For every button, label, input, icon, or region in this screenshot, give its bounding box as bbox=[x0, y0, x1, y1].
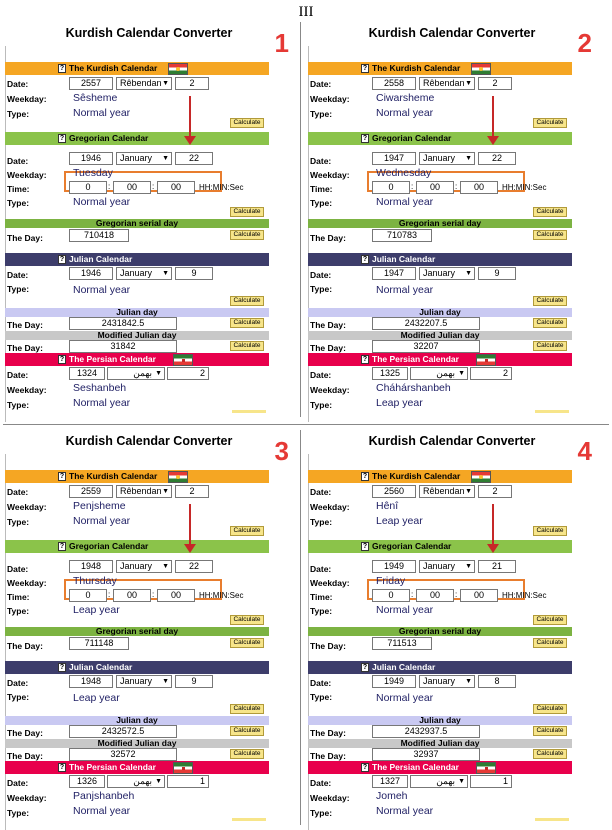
calculate-mjd-button[interactable]: Calculate bbox=[230, 749, 264, 759]
iran-flag-icon bbox=[173, 762, 193, 774]
help-icon[interactable]: ? bbox=[59, 473, 65, 480]
calculate-julian-button[interactable]: Calculate bbox=[230, 296, 264, 306]
serial-day-output[interactable]: 710783 bbox=[372, 229, 432, 242]
persian-year-type: Normal year bbox=[376, 805, 434, 817]
calculate-persian-button-edge bbox=[535, 410, 569, 413]
arrow-head-icon bbox=[184, 544, 196, 553]
julian-year-input[interactable]: 1947 bbox=[372, 267, 416, 280]
persian-year-input[interactable]: 1326 bbox=[69, 775, 105, 788]
the-day-label: The Day: bbox=[7, 641, 43, 651]
type-label: Type: bbox=[7, 198, 30, 208]
persian-day-input[interactable]: 1 bbox=[167, 775, 209, 788]
serial-day-output[interactable]: 711513 bbox=[372, 637, 432, 650]
date-label: Date: bbox=[7, 270, 29, 280]
page-label: III bbox=[298, 4, 314, 20]
help-icon[interactable]: ? bbox=[59, 65, 65, 72]
julian-calendar-header: ? Julian Calendar bbox=[5, 253, 269, 266]
julian-day-output[interactable]: 2432207.5 bbox=[372, 317, 480, 330]
kurdish-month-select[interactable]: Rêbendan ▼ bbox=[419, 485, 475, 498]
help-icon[interactable]: ? bbox=[362, 764, 368, 771]
julian-calendar-header: ? Julian Calendar bbox=[5, 661, 269, 674]
gregorian-month-select[interactable]: January ▼ bbox=[116, 152, 172, 165]
calculate-mjd-button[interactable]: Calculate bbox=[230, 341, 264, 351]
conversion-arrow bbox=[189, 504, 191, 546]
julian-year-type: Normal year bbox=[376, 692, 434, 704]
second-input[interactable]: 00 bbox=[460, 589, 498, 602]
type-label: Type: bbox=[310, 808, 333, 818]
gregorian-calendar-header: ? Gregorian Calendar bbox=[5, 132, 269, 145]
the-day-label: The Day: bbox=[310, 641, 346, 651]
modified-julian-day-output[interactable]: 31842 bbox=[69, 340, 177, 353]
the-day-label: The Day: bbox=[7, 751, 43, 761]
minute-input[interactable]: 00 bbox=[416, 181, 454, 194]
minute-input[interactable]: 00 bbox=[416, 589, 454, 602]
julian-day-input[interactable]: 9 bbox=[478, 267, 516, 280]
type-label: Type: bbox=[7, 400, 30, 410]
julian-year-input[interactable]: 1946 bbox=[69, 267, 113, 280]
calculate-julian-day-button[interactable]: Calculate bbox=[533, 318, 567, 328]
gregorian-day-input[interactable]: 21 bbox=[478, 560, 516, 573]
help-icon[interactable]: ? bbox=[59, 543, 65, 550]
weekday-label: Weekday: bbox=[7, 502, 47, 512]
kurdish-weekday: Sêsheme bbox=[73, 92, 118, 104]
date-label: Date: bbox=[310, 564, 332, 574]
iran-flag-icon bbox=[173, 354, 193, 366]
date-label: Date: bbox=[310, 270, 332, 280]
kurdish-calendar-header: ? The Kurdish Calendar bbox=[308, 470, 572, 483]
kurdish-month-select[interactable]: Rêbendan ▼ bbox=[116, 485, 172, 498]
calculate-persian-button-edge bbox=[232, 818, 266, 821]
gregorian-calendar-header: ? Gregorian Calendar bbox=[308, 540, 572, 553]
vertical-divider-bottom bbox=[300, 430, 301, 825]
panel-number: 3 bbox=[274, 436, 289, 466]
help-icon[interactable]: ? bbox=[59, 664, 65, 671]
kurdish-month-select[interactable]: Rêbendan ▼ bbox=[419, 77, 475, 90]
modified-julian-day-output[interactable]: 32937 bbox=[372, 748, 480, 761]
gregorian-calendar-header: ? Gregorian Calendar bbox=[308, 132, 572, 145]
date-label: Date: bbox=[7, 778, 29, 788]
calculate-kurdish-button[interactable]: Calculate bbox=[533, 526, 567, 536]
gregorian-weekday: Friday bbox=[376, 575, 406, 587]
modified-julian-day-output[interactable]: 32207 bbox=[372, 340, 480, 353]
persian-day-input[interactable]: 2 bbox=[167, 367, 209, 380]
type-label: Type: bbox=[310, 517, 333, 527]
help-icon[interactable]: ? bbox=[362, 356, 368, 363]
calculate-kurdish-button[interactable]: Calculate bbox=[230, 118, 264, 128]
julian-month-select[interactable]: January ▼ bbox=[419, 267, 475, 280]
kurdish-calendar-header: ? The Kurdish Calendar bbox=[308, 62, 572, 75]
kurdish-day-input[interactable]: 2 bbox=[478, 485, 512, 498]
gregorian-serial-header: Gregorian serial day bbox=[5, 627, 269, 636]
app-title: Kurdish Calendar Converter bbox=[65, 434, 233, 448]
calculate-julian-day-button[interactable]: Calculate bbox=[230, 318, 264, 328]
julian-year-type: Normal year bbox=[73, 284, 131, 296]
weekday-label: Weekday: bbox=[7, 793, 47, 803]
time-label: Time: bbox=[7, 592, 30, 602]
horizontal-divider bbox=[3, 424, 609, 425]
date-label: Date: bbox=[310, 156, 332, 166]
time-label: Time: bbox=[310, 592, 333, 602]
kurdish-day-input[interactable]: 2 bbox=[175, 77, 209, 90]
persian-weekday: Seshanbeh bbox=[73, 382, 127, 394]
julian-year-type: Normal year bbox=[376, 284, 434, 296]
gregorian-day-input[interactable]: 22 bbox=[175, 152, 213, 165]
type-label: Type: bbox=[310, 284, 333, 294]
kurdistan-flag-icon bbox=[471, 471, 491, 483]
iran-flag-icon bbox=[476, 762, 496, 774]
date-label: Date: bbox=[310, 778, 332, 788]
type-label: Type: bbox=[310, 198, 333, 208]
the-day-label: The Day: bbox=[310, 233, 346, 243]
kurdish-year-input[interactable]: 2557 bbox=[69, 77, 113, 90]
time-format-label: HH:MIN:Sec bbox=[502, 183, 547, 192]
calculate-julian-button[interactable]: Calculate bbox=[533, 296, 567, 306]
kurdish-year-type: Normal year bbox=[73, 515, 131, 527]
gregorian-year-type: Normal year bbox=[376, 196, 434, 208]
conversion-arrow bbox=[492, 504, 494, 546]
the-day-label: The Day: bbox=[7, 320, 43, 330]
julian-day-output[interactable]: 2432937.5 bbox=[372, 725, 480, 738]
julian-day-output[interactable]: 2431842.5 bbox=[69, 317, 177, 330]
gregorian-month-select[interactable]: January ▼ bbox=[419, 152, 475, 165]
help-icon[interactable]: ? bbox=[362, 256, 368, 263]
type-label: Type: bbox=[7, 109, 30, 119]
app-title: Kurdish Calendar Converter bbox=[368, 26, 536, 40]
date-label: Date: bbox=[7, 564, 29, 574]
the-day-label: The Day: bbox=[7, 728, 43, 738]
kurdistan-flag-icon bbox=[168, 471, 188, 483]
gregorian-year-type: Normal year bbox=[376, 604, 434, 616]
date-label: Date: bbox=[7, 79, 29, 89]
kurdish-year-input[interactable]: 2558 bbox=[372, 77, 416, 90]
kurdistan-flag-icon bbox=[471, 63, 491, 75]
weekday-label: Weekday: bbox=[310, 94, 350, 104]
type-label: Type: bbox=[310, 692, 333, 702]
persian-day-input[interactable]: 1 bbox=[470, 775, 512, 788]
persian-month-select[interactable]: بهمن ▼ bbox=[107, 775, 165, 788]
weekday-label: Weekday: bbox=[7, 94, 47, 104]
second-input[interactable]: 00 bbox=[157, 589, 195, 602]
julian-calendar-header: ? Julian Calendar bbox=[308, 253, 572, 266]
panel-number: 4 bbox=[577, 436, 592, 466]
kurdish-month-select[interactable]: Rêbendan ▼ bbox=[116, 77, 172, 90]
the-day-label: The Day: bbox=[310, 320, 346, 330]
type-label: Type: bbox=[7, 284, 30, 294]
type-label: Type: bbox=[310, 606, 333, 616]
kurdish-year-type: Normal year bbox=[376, 107, 434, 119]
hour-input[interactable]: 0 bbox=[69, 589, 107, 602]
conversion-arrow bbox=[492, 96, 494, 138]
gregorian-weekday: Wednesday bbox=[376, 167, 432, 179]
julian-day-header: Julian day bbox=[5, 308, 269, 317]
modified-julian-day-header: Modified Julian day bbox=[5, 331, 269, 340]
calculate-gregorian-button[interactable]: Calculate bbox=[533, 207, 567, 217]
time-format-label: HH:MIN:Sec bbox=[199, 183, 244, 192]
calculate-persian-button-edge bbox=[232, 410, 266, 413]
minute-input[interactable]: 00 bbox=[113, 589, 151, 602]
gregorian-weekday: Thursday bbox=[73, 575, 117, 587]
persian-calendar-header: ? The Persian Calendar bbox=[308, 761, 572, 774]
second-input[interactable]: 00 bbox=[157, 181, 195, 194]
iran-flag-icon bbox=[476, 354, 496, 366]
kurdish-day-input[interactable]: 2 bbox=[478, 77, 512, 90]
panel-number: 2 bbox=[577, 28, 592, 58]
modified-julian-day-header: Modified Julian day bbox=[308, 331, 572, 340]
help-icon[interactable]: ? bbox=[59, 135, 65, 142]
gregorian-year-input[interactable]: 1949 bbox=[372, 560, 416, 573]
the-day-label: The Day: bbox=[310, 728, 346, 738]
gregorian-day-input[interactable]: 22 bbox=[175, 560, 213, 573]
persian-weekday: Jomeh bbox=[376, 790, 408, 802]
date-label: Date: bbox=[310, 678, 332, 688]
calculate-serial-button[interactable]: Calculate bbox=[533, 638, 567, 648]
persian-year-type: Normal year bbox=[73, 397, 131, 409]
hour-input[interactable]: 0 bbox=[372, 181, 410, 194]
gregorian-day-input[interactable]: 22 bbox=[478, 152, 516, 165]
julian-day-input[interactable]: 9 bbox=[175, 675, 213, 688]
julian-day-input[interactable]: 9 bbox=[175, 267, 213, 280]
persian-year-type: Normal year bbox=[73, 805, 131, 817]
arrow-head-icon bbox=[487, 544, 499, 553]
help-icon[interactable]: ? bbox=[362, 135, 368, 142]
calculate-kurdish-button[interactable]: Calculate bbox=[533, 118, 567, 128]
type-label: Type: bbox=[7, 808, 30, 818]
julian-month-select[interactable]: January ▼ bbox=[116, 267, 172, 280]
modified-julian-day-output[interactable]: 32572 bbox=[69, 748, 177, 761]
kurdish-weekday: Ciwarsheme bbox=[376, 92, 435, 104]
persian-year-input[interactable]: 1325 bbox=[372, 367, 408, 380]
type-label: Type: bbox=[7, 606, 30, 616]
calculate-serial-button[interactable]: Calculate bbox=[230, 638, 264, 648]
minute-input[interactable]: 00 bbox=[113, 181, 151, 194]
date-label: Date: bbox=[310, 487, 332, 497]
julian-day-header: Julian day bbox=[308, 308, 572, 317]
weekday-label: Weekday: bbox=[310, 578, 350, 588]
help-icon[interactable]: ? bbox=[362, 473, 368, 480]
modified-julian-day-header: Modified Julian day bbox=[5, 739, 269, 748]
the-day-label: The Day: bbox=[310, 751, 346, 761]
type-label: Type: bbox=[7, 517, 30, 527]
persian-year-type: Leap year bbox=[376, 397, 423, 409]
persian-month-select[interactable]: بهمن ▼ bbox=[107, 367, 165, 380]
julian-calendar-header: ? Julian Calendar bbox=[308, 661, 572, 674]
converter-panel-1: Kurdish Calendar Converter 1 ? The Kurdish Calendar Date: 2557 Rêbendan ▼ 2 Weekday: Sêsheme Type: Normal year Calculate ? Gregorian Calendar Date: 1946 January ▼ 22 Weekday: Tuesday Time: 0 : 00 : 00 HH:MIN:Sec Type: Normal year Calculate Gregorian serial day The Day: 710418 Calculate ? Julian Calendar Date: 1946 January ▼ 9 Type: Normal year Calculate Julian day The Day: 2431842.5 Calculate Modified Julian day The Day: 31842 Calculate ? The Persian Calendar Date: 1324 بهمن ▼ 2 Weekday: Seshanbeh Type: Normal year bbox=[3, 22, 295, 422]
julian-year-type: Leap year bbox=[73, 692, 120, 704]
julian-day-output[interactable]: 2432572.5 bbox=[69, 725, 177, 738]
help-icon[interactable]: ? bbox=[362, 543, 368, 550]
weekday-label: Weekday: bbox=[7, 385, 47, 395]
conversion-arrow bbox=[189, 96, 191, 138]
hour-input[interactable]: 0 bbox=[69, 181, 107, 194]
calculate-serial-button[interactable]: Calculate bbox=[533, 230, 567, 240]
type-label: Type: bbox=[7, 692, 30, 702]
calculate-mjd-button[interactable]: Calculate bbox=[533, 749, 567, 759]
converter-panel-2: Kurdish Calendar Converter 2 ? The Kurdish Calendar Date: 2558 Rêbendan ▼ 2 Weekday: Ciwarsheme Type: Normal year Calculate ? Gregorian Calendar Date: 1947 January ▼ 22 Weekday: Wednesday Time: 0 : 00 : 00 HH:MIN:Sec Type: Normal year Calculate Gregorian serial day The Day: 710783 Calculate ? Julian Calendar Date: 1947 January ▼ 9 Type: Normal year Calculate Julian day The Day: 2432207.5 Calculate Modified Julian day The Day: 32207 Calculate ? The Persian Calendar Date: 1325 بهمن ▼ 2 Weekday: Cháhárshanbeh Type: Leap year bbox=[306, 22, 598, 422]
julian-day-input[interactable]: 8 bbox=[478, 675, 516, 688]
the-day-label: The Day: bbox=[7, 343, 43, 353]
type-label: Type: bbox=[310, 400, 333, 410]
persian-day-input[interactable]: 2 bbox=[470, 367, 512, 380]
date-label: Date: bbox=[7, 678, 29, 688]
help-icon[interactable]: ? bbox=[59, 356, 65, 363]
kurdish-year-type: Leap year bbox=[376, 515, 423, 527]
second-input[interactable]: 00 bbox=[460, 181, 498, 194]
kurdish-weekday: Hênî bbox=[376, 500, 399, 512]
persian-weekday: Panjshanbeh bbox=[73, 790, 135, 802]
persian-year-input[interactable]: 1327 bbox=[372, 775, 408, 788]
time-format-label: HH:MIN:Sec bbox=[199, 591, 244, 600]
help-icon[interactable]: ? bbox=[59, 764, 65, 771]
kurdish-weekday: Penjsheme bbox=[73, 500, 126, 512]
date-label: Date: bbox=[310, 370, 332, 380]
calculate-gregorian-button[interactable]: Calculate bbox=[533, 615, 567, 625]
kurdish-calendar-header: ? The Kurdish Calendar bbox=[5, 470, 269, 483]
kurdish-year-type: Normal year bbox=[73, 107, 131, 119]
persian-calendar-header: ? The Persian Calendar bbox=[5, 761, 269, 774]
calculate-julian-button[interactable]: Calculate bbox=[230, 704, 264, 714]
the-day-label: The Day: bbox=[7, 233, 43, 243]
weekday-label: Weekday: bbox=[7, 578, 47, 588]
julian-month-select[interactable]: January ▼ bbox=[116, 675, 172, 688]
kurdish-calendar-header: ? The Kurdish Calendar bbox=[5, 62, 269, 75]
kurdish-day-input[interactable]: 2 bbox=[175, 485, 209, 498]
calculate-gregorian-button[interactable]: Calculate bbox=[230, 207, 264, 217]
julian-day-header: Julian day bbox=[308, 716, 572, 725]
julian-year-input[interactable]: 1949 bbox=[372, 675, 416, 688]
calculate-mjd-button[interactable]: Calculate bbox=[533, 341, 567, 351]
time-label: Time: bbox=[7, 184, 30, 194]
persian-calendar-header: ? The Persian Calendar bbox=[5, 353, 269, 366]
persian-weekday: Cháhárshanbeh bbox=[376, 382, 451, 394]
weekday-label: Weekday: bbox=[310, 793, 350, 803]
panel-number: 1 bbox=[274, 28, 289, 58]
julian-month-select[interactable]: January ▼ bbox=[419, 675, 475, 688]
date-label: Date: bbox=[7, 487, 29, 497]
julian-day-header: Julian day bbox=[5, 716, 269, 725]
gregorian-year-type: Leap year bbox=[73, 604, 120, 616]
time-label: Time: bbox=[310, 184, 333, 194]
kurdish-year-input[interactable]: 2560 bbox=[372, 485, 416, 498]
gregorian-month-select[interactable]: January ▼ bbox=[419, 560, 475, 573]
gregorian-serial-header: Gregorian serial day bbox=[308, 627, 572, 636]
help-icon[interactable]: ? bbox=[362, 65, 368, 72]
calculate-persian-button-edge bbox=[535, 818, 569, 821]
calculate-kurdish-button[interactable]: Calculate bbox=[230, 526, 264, 536]
gregorian-calendar-header: ? Gregorian Calendar bbox=[5, 540, 269, 553]
gregorian-month-select[interactable]: January ▼ bbox=[116, 560, 172, 573]
converter-panel-3: Kurdish Calendar Converter 3 ? The Kurdish Calendar Date: 2559 Rêbendan ▼ 2 Weekday: Penjsheme Type: Normal year Calculate ? Gregorian Calendar Date: 1948 January ▼ 22 Weekday: Thursday Time: 0 : 00 : 00 HH:MIN:Sec Type: Leap year Calculate Gregorian serial day The Day: 711148 Calculate ? Julian Calendar Date: 1948 January ▼ 9 Type: Leap year Calculate Julian day The Day: 2432572.5 Calculate Modified Julian day The Day: 32572 Calculate ? The Persian Calendar Date: 1326 بهمن ▼ 1 Weekday: Panjshanbeh Type: Normal year bbox=[3, 430, 295, 830]
gregorian-serial-header: Gregorian serial day bbox=[308, 219, 572, 228]
weekday-label: Weekday: bbox=[310, 385, 350, 395]
date-label: Date: bbox=[7, 156, 29, 166]
help-icon[interactable]: ? bbox=[59, 256, 65, 263]
vertical-divider-top bbox=[300, 22, 301, 417]
weekday-label: Weekday: bbox=[310, 170, 350, 180]
serial-day-output[interactable]: 711148 bbox=[69, 637, 129, 650]
serial-day-output[interactable]: 710418 bbox=[69, 229, 129, 242]
calculate-serial-button[interactable]: Calculate bbox=[230, 230, 264, 240]
kurdistan-flag-icon bbox=[168, 63, 188, 75]
gregorian-year-input[interactable]: 1947 bbox=[372, 152, 416, 165]
calculate-julian-day-button[interactable]: Calculate bbox=[533, 726, 567, 736]
gregorian-weekday: Tuesday bbox=[73, 167, 113, 179]
calculate-julian-day-button[interactable]: Calculate bbox=[230, 726, 264, 736]
weekday-label: Weekday: bbox=[7, 170, 47, 180]
persian-calendar-header: ? The Persian Calendar bbox=[308, 353, 572, 366]
app-title: Kurdish Calendar Converter bbox=[368, 434, 536, 448]
persian-year-input[interactable]: 1324 bbox=[69, 367, 105, 380]
hour-input[interactable]: 0 bbox=[372, 589, 410, 602]
date-label: Date: bbox=[310, 79, 332, 89]
kurdish-year-input[interactable]: 2559 bbox=[69, 485, 113, 498]
type-label: Type: bbox=[310, 109, 333, 119]
persian-month-select[interactable]: بهمن ▼ bbox=[410, 775, 468, 788]
the-day-label: The Day: bbox=[310, 343, 346, 353]
time-format-label: HH:MIN:Sec bbox=[502, 591, 547, 600]
calculate-gregorian-button[interactable]: Calculate bbox=[230, 615, 264, 625]
calculate-julian-button[interactable]: Calculate bbox=[533, 704, 567, 714]
converter-panel-4: Kurdish Calendar Converter 4 ? The Kurdish Calendar Date: 2560 Rêbendan ▼ 2 Weekday: Hênî Type: Leap year Calculate ? Gregorian Calendar Date: 1949 January ▼ 21 Weekday: Friday Time: 0 : 00 : 00 HH:MIN:Sec Type: Normal year Calculate Gregorian serial day The Day: 711513 Calculate ? Julian Calendar Date: 1949 January ▼ 8 Type: Normal year Calculate Julian day The Day: 2432937.5 Calculate Modified Julian day The Day: 32937 Calculate ? The Persian Calendar Date: 1327 بهمن ▼ 1 Weekday: Jomeh Type: Normal year bbox=[306, 430, 598, 830]
arrow-head-icon bbox=[487, 136, 499, 145]
help-icon[interactable]: ? bbox=[362, 664, 368, 671]
modified-julian-day-header: Modified Julian day bbox=[308, 739, 572, 748]
date-label: Date: bbox=[7, 370, 29, 380]
app-title: Kurdish Calendar Converter bbox=[65, 26, 233, 40]
gregorian-serial-header: Gregorian serial day bbox=[5, 219, 269, 228]
julian-year-input[interactable]: 1948 bbox=[69, 675, 113, 688]
gregorian-year-input[interactable]: 1946 bbox=[69, 152, 113, 165]
persian-month-select[interactable]: بهمن ▼ bbox=[410, 367, 468, 380]
gregorian-year-input[interactable]: 1948 bbox=[69, 560, 113, 573]
weekday-label: Weekday: bbox=[310, 502, 350, 512]
arrow-head-icon bbox=[184, 136, 196, 145]
gregorian-year-type: Normal year bbox=[73, 196, 131, 208]
